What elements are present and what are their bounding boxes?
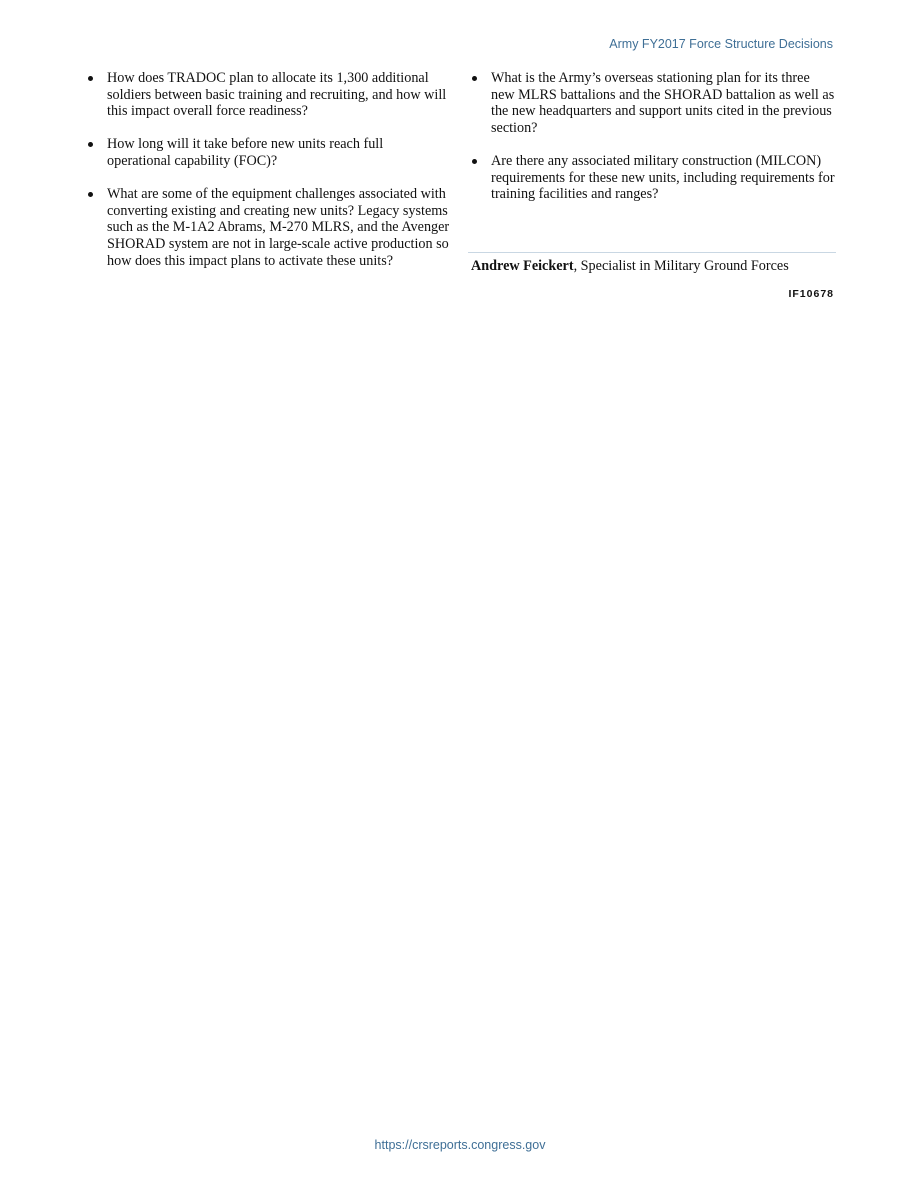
right-bullet-list (470, 70, 836, 203)
bullet-icon (472, 76, 477, 81)
author-divider (468, 252, 836, 253)
list-item-text: How long will it take before new units reach full operational capability (FOC)? (107, 136, 384, 169)
list-item-text: Are there any associated military construction (MILCON) requirements for these new units, including requirements for training facilities and ranges? (491, 152, 835, 203)
list-item-text: How does TRADOC plan to allocate its 1,300 additional soldiers between basic training and recruiting, and how will this impact overall force readiness? (107, 70, 447, 120)
list-item-text: What is the Army’s overseas stationing plan for its three new MLRS battalions and the SHORAD battalion as well as the new headquarters and support units cited in the previous section? (491, 70, 835, 136)
author-line (471, 258, 789, 275)
list-item (86, 136, 450, 169)
bullet-icon (472, 159, 477, 164)
list-item (470, 153, 836, 203)
author-name: Andrew Feickert (471, 258, 574, 274)
right-column (470, 70, 836, 219)
list-item (470, 70, 836, 136)
left-column (86, 70, 450, 286)
bullet-icon (88, 192, 93, 197)
list-item-text: What are some of the equipment challenges associated with converting existing and creating new units? Legacy systems such as the M-1A2 Abrams, M-270 MLRS, and the Avenger SHORAD system are not in large-scale active production so how does this impact plans to activate these units? (107, 186, 450, 269)
bullet-icon (88, 76, 93, 81)
footer-url-link[interactable]: https://crsreports.congress.gov (374, 1138, 546, 1152)
running-header-title: Army FY2017 Force Structure Decisions (609, 37, 833, 51)
left-bullet-list (86, 70, 450, 269)
bullet-icon (88, 142, 93, 147)
list-item (86, 70, 450, 120)
list-item (86, 186, 450, 269)
report-id: IF10678 (788, 288, 834, 300)
author-title: , Specialist in Military Ground Forces (573, 258, 789, 274)
